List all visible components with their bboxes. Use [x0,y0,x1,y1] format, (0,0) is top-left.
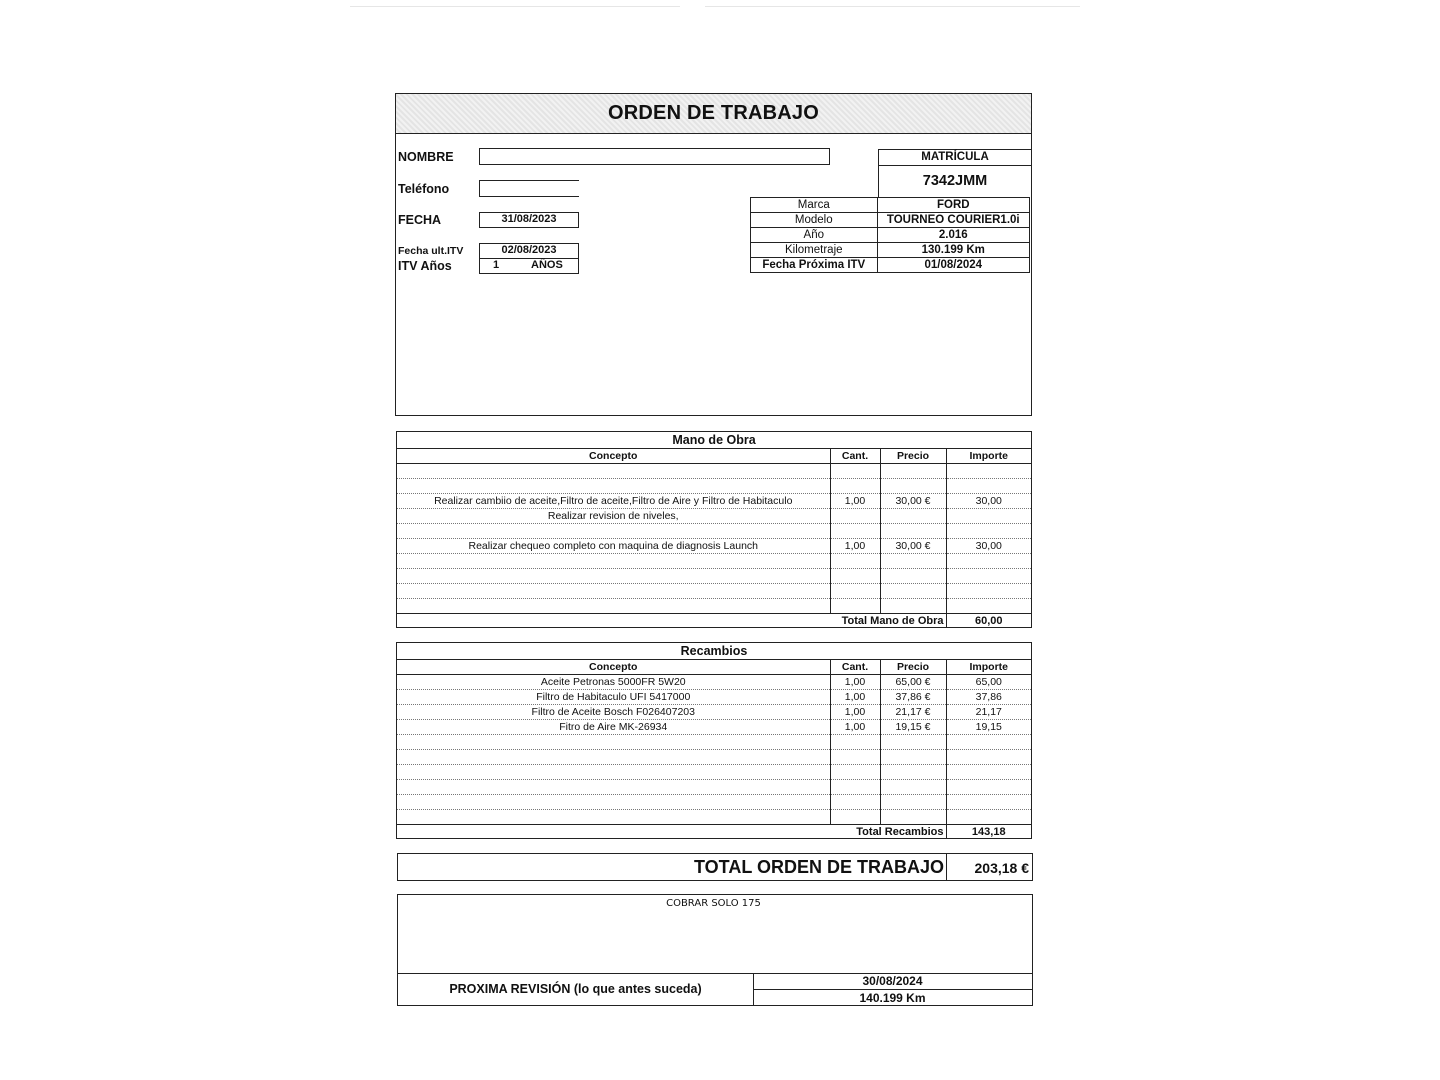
nombre-label: NOMBRE [398,150,454,164]
labor-header-row [397,449,1031,464]
parts-precio: 21,17 € [880,705,946,720]
labor-precio [880,584,946,599]
nombre-field [479,148,830,165]
vehicle-row-marca [751,198,1030,213]
itv-anos-unit: AÑOS [531,259,563,271]
labor-precio: 30,00 € [880,539,946,554]
matricula-value: 7342JMM [922,173,988,189]
parts-row [397,780,1031,795]
col-cant: Cant. [830,449,880,464]
labor-importe [946,524,1031,539]
labor-importe: 30,00 [946,494,1031,509]
labor-cant [830,554,880,569]
parts-concepto: Filtro de Aceite Bosch F026407203 [397,705,830,720]
parts-cant [830,735,880,750]
parts-total-label: Total Recambios [856,826,944,838]
vehicle-value: FORD [877,198,1029,213]
col-importe: Importe [946,660,1031,675]
parts-row [397,705,1031,720]
labor-concepto [397,554,830,569]
vehicle-row-ano [751,228,1030,243]
grand-total-box [397,853,1033,881]
labor-precio [880,509,946,524]
parts-importe: 65,00 [946,675,1031,690]
parts-importe: 37,86 [946,690,1031,705]
labor-cant [830,509,880,524]
labor-concepto [397,584,830,599]
labor-importe [946,509,1031,524]
document-title: ORDEN DE TRABAJO [396,94,1031,134]
labor-precio [880,554,946,569]
vehicle-value: 130.199 Km [877,243,1029,258]
parts-precio: 37,86 € [880,690,946,705]
labor-cant [830,569,880,584]
parts-importe [946,810,1031,825]
parts-precio [880,735,946,750]
vehicle-row-modelo [751,213,1030,228]
vehicle-value: 01/08/2024 [877,258,1029,273]
vehicle-label: Modelo [751,213,878,228]
parts-header-row [397,660,1031,675]
col-concepto: Concepto [589,661,638,673]
parts-row [397,690,1031,705]
labor-concepto: Realizar cambiio de aceite,Filtro de aceite,Filtro de Aire y Filtro de Habitaculo [397,494,830,509]
telefono-label: Teléfono [398,182,450,196]
labor-row [397,554,1031,569]
vehicle-table [750,197,1032,273]
labor-concepto: Realizar revision de niveles, [397,509,830,524]
parts-cant [830,750,880,765]
parts-importe [946,750,1031,765]
labor-concepto [397,464,830,479]
parts-importe [946,765,1031,780]
parts-row [397,795,1031,810]
parts-cant: 1,00 [830,705,880,720]
labor-row [397,479,1031,494]
parts-importe: 19,15 [946,720,1031,735]
labor-total-row [397,614,1031,629]
parts-precio [880,765,946,780]
col-concepto: Concepto [589,450,638,462]
parts-precio [880,810,946,825]
telefono-field [479,180,579,197]
parts-precio [880,750,946,765]
labor-total-label: Total Mano de Obra [841,615,944,627]
parts-concepto: Filtro de Habitaculo UFI 5417000 [397,690,830,705]
labor-row [397,509,1031,524]
parts-cant: 1,00 [830,690,880,705]
vehicle-row-kilometraje [751,243,1030,258]
parts-cant: 1,00 [830,720,880,735]
parts-concepto [397,735,830,750]
parts-table [397,660,1031,839]
parts-concepto [397,750,830,765]
labor-title: Mano de Obra [397,432,1031,449]
labor-row [397,494,1031,509]
parts-concepto [397,765,830,780]
labor-importe [946,479,1031,494]
parts-total-row [397,825,1031,840]
labor-row [397,464,1031,479]
parts-cant: 1,00 [830,675,880,690]
labor-cant: 1,00 [830,494,880,509]
grand-total-label: TOTAL ORDEN DE TRABAJO [693,857,944,877]
parts-row [397,765,1031,780]
col-cant: Cant. [830,660,880,675]
labor-cant [830,599,880,614]
parts-concepto [397,810,830,825]
parts-cant [830,765,880,780]
labor-cant [830,464,880,479]
itv-anos-label: ITV Años [398,259,452,273]
parts-row [397,720,1031,735]
notes-text: COBRAR SOLO 175 [666,898,761,909]
labor-importe [946,464,1031,479]
labor-precio [880,524,946,539]
parts-row [397,750,1031,765]
vehicle-label: Fecha Próxima ITV [751,258,878,273]
parts-precio: 65,00 € [880,675,946,690]
parts-concepto: Fitro de Aire MK-26934 [397,720,830,735]
next-revision-km: 140.199 Km [859,991,926,1005]
next-revision-date: 30/08/2024 [753,973,1032,990]
labor-concepto: Realizar chequeo completo con maquina de diagnosis Launch [397,539,830,554]
col-precio: Precio [880,449,946,464]
labor-importe [946,554,1031,569]
matricula-label: MATRÍCULA [879,150,1031,166]
labor-row [397,599,1031,614]
parts-concepto: Aceite Petronas 5000FR 5W20 [397,675,830,690]
parts-concepto [397,795,830,810]
matricula-box [878,149,1031,198]
vehicle-value: TOURNEO COURIER1.0i [877,213,1029,228]
scan-edge-line [350,6,680,7]
labor-cant [830,479,880,494]
fecha-field: 31/08/2023 [479,212,579,228]
labor-cant: 1,00 [830,539,880,554]
notes-box [397,894,1033,1006]
labor-row [397,539,1031,554]
col-precio: Precio [880,660,946,675]
labor-importe [946,569,1031,584]
parts-total-value: 143,18 [946,825,1031,840]
fecha-ult-itv-label: Fecha ult.ITV [398,245,464,257]
parts-title: Recambios [397,643,1031,660]
vehicle-label: Año [751,228,878,243]
labor-precio [880,479,946,494]
grand-total-value: 203,18 € [974,860,1029,876]
parts-importe: 21,17 [946,705,1031,720]
itv-anos-value: 1 [493,259,500,271]
labor-precio [880,569,946,584]
vehicle-label: Marca [751,198,878,213]
parts-row [397,735,1031,750]
labor-total-value: 60,00 [946,614,1031,629]
vehicle-row-proxima-itv [751,258,1030,273]
parts-precio [880,795,946,810]
parts-row [397,675,1031,690]
labor-importe [946,584,1031,599]
vehicle-value: 2.016 [877,228,1029,243]
labor-row [397,524,1031,539]
parts-precio: 19,15 € [880,720,946,735]
labor-precio: 30,00 € [880,494,946,509]
vehicle-label: Kilometraje [751,243,878,258]
labor-cant [830,584,880,599]
parts-cant [830,810,880,825]
parts-cant [830,780,880,795]
parts-importe [946,795,1031,810]
fecha-ult-itv-field: 02/08/2023 [479,243,579,259]
parts-importe [946,735,1031,750]
col-importe: Importe [946,449,1031,464]
labor-concepto [397,479,830,494]
labor-row [397,584,1031,599]
labor-cant [830,524,880,539]
labor-row [397,569,1031,584]
labor-precio [880,599,946,614]
labor-precio [880,464,946,479]
parts-cant [830,795,880,810]
labor-concepto [397,524,830,539]
next-revision-label: PROXIMA REVISIÓN (lo que antes suceda) [398,973,754,1005]
parts-precio [880,780,946,795]
labor-section [396,431,1032,628]
parts-section [396,642,1032,839]
labor-importe [946,599,1031,614]
parts-row [397,810,1031,825]
labor-concepto [397,569,830,584]
labor-concepto [397,599,830,614]
itv-anos-field [479,258,579,274]
labor-importe: 30,00 [946,539,1031,554]
parts-concepto [397,780,830,795]
grand-total-divider [946,854,947,880]
labor-table [397,449,1031,628]
fecha-label: FECHA [398,213,442,227]
parts-importe [946,780,1031,795]
scan-edge-line [705,6,1080,7]
